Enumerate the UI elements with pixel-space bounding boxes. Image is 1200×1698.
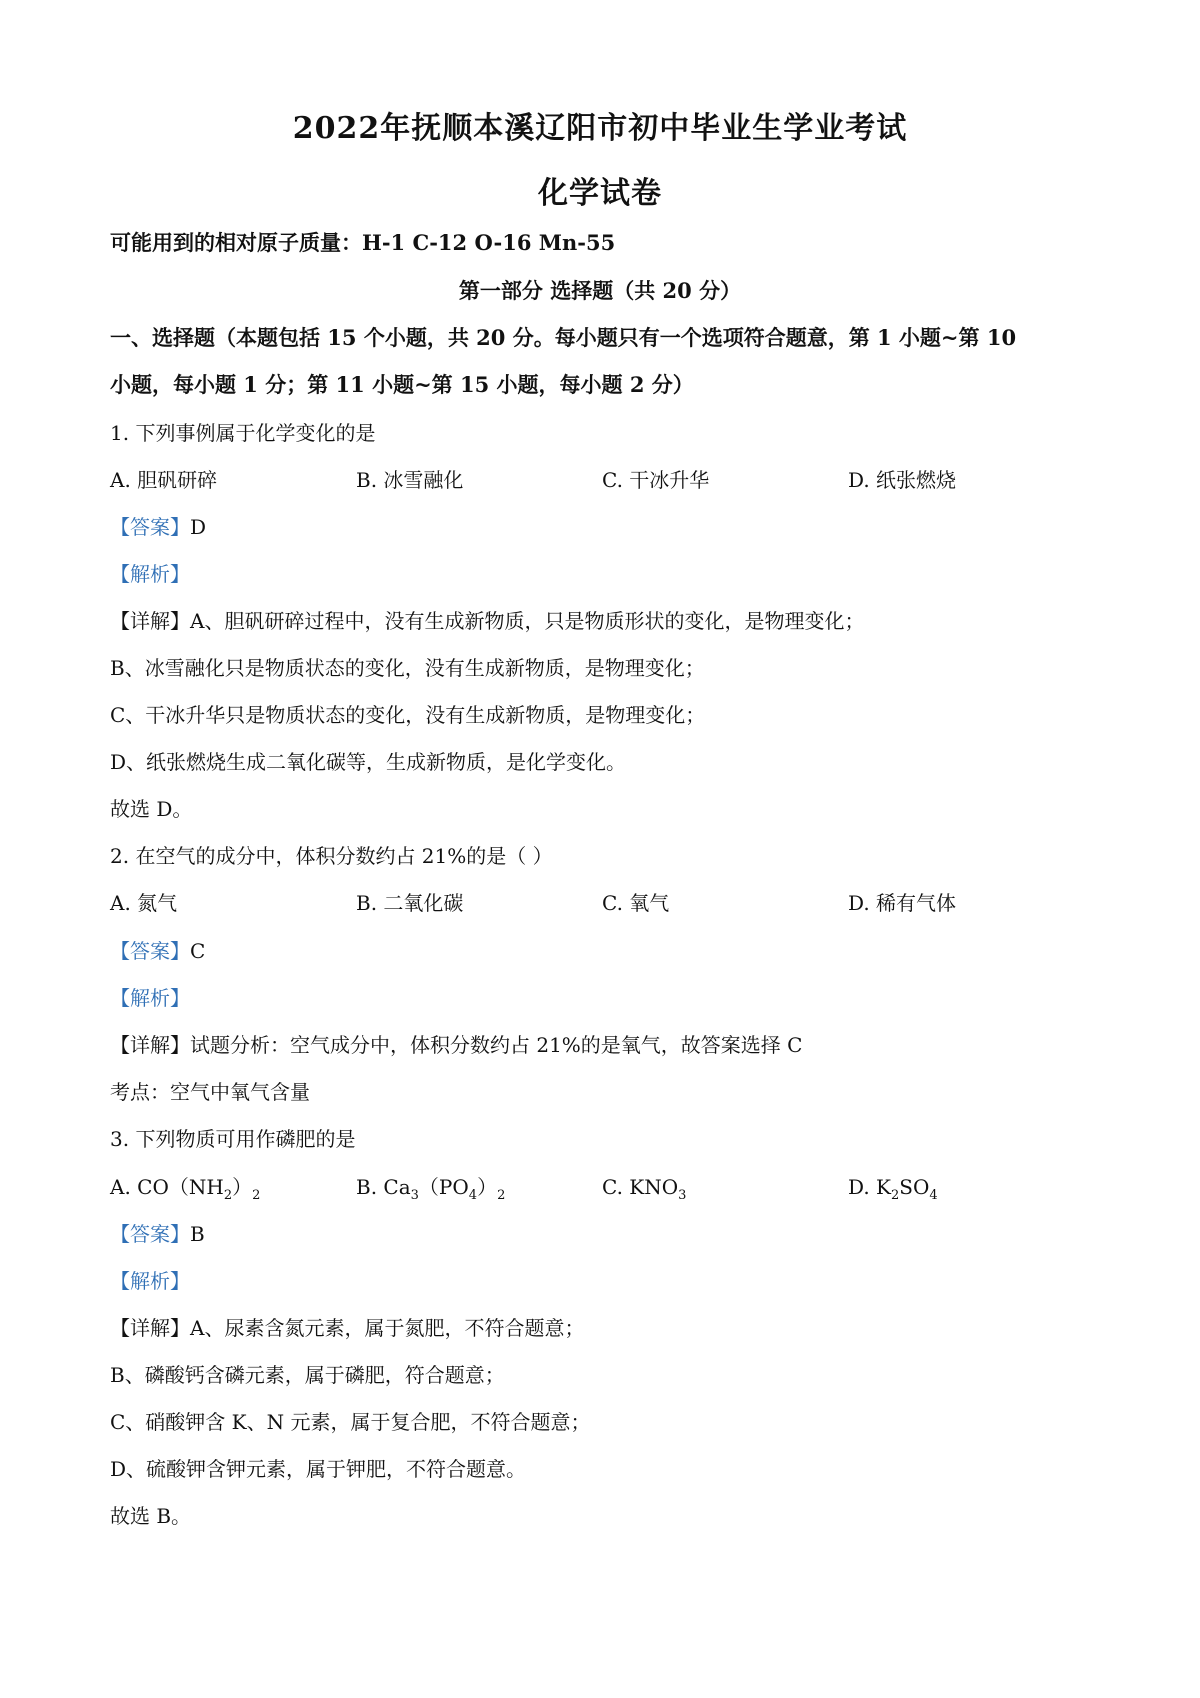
q3-option-a: A. $CO(NH_2)_2$: [110, 1175, 261, 1203]
detail-label: 【详解】: [110, 609, 190, 633]
q3-conclusion: 故选 B。: [110, 1504, 192, 1528]
q1-conclusion: 故选 D。: [110, 797, 193, 821]
q2-option-d: D. 稀有气体: [848, 891, 957, 915]
q3-option-b: B. $Ca_3(PO_4)_2$: [356, 1175, 506, 1203]
q1-detail: [110, 607, 864, 635]
q2-option-a: A. 氮气: [110, 891, 178, 915]
q1-detail-line: C、干冰升华只是物质状态的变化，没有生成新物质，是物理变化；: [110, 703, 706, 727]
q3-analysis-label: 【解析】: [110, 1269, 190, 1293]
q1-answer: [110, 513, 206, 541]
q1-analysis-label: 【解析】: [110, 562, 190, 586]
q3-detail: [110, 1314, 584, 1342]
q3-answer: [110, 1220, 205, 1248]
q3-answer-value: B: [190, 1222, 205, 1246]
q1-option-c: C. 干冰升华: [602, 468, 710, 492]
q1-option-b: B. 冰雪融化: [356, 468, 464, 492]
q2-option-c: C. 氧气: [602, 891, 670, 915]
answer-label: 【答案】: [110, 1222, 190, 1246]
q2-stem: 2. 在空气的成分中，体积分数约占 21%的是（ ）: [110, 844, 553, 868]
q2-detail: [110, 1031, 802, 1059]
q2-detail-text: 试题分析：空气成分中，体积分数约占 21%的是氧气，故答案选择 C: [190, 1033, 803, 1057]
q1-detail-line: B、冰雪融化只是物质状态的变化，没有生成新物质，是物理变化；: [110, 656, 705, 680]
answer-label: 【答案】: [110, 515, 190, 539]
q1-option-a: A. 胆矾研碎: [110, 468, 218, 492]
q2-analysis-label: 【解析】: [110, 986, 190, 1010]
q3-detail-line: C、硝酸钾含 K、N 元素，属于复合肥，不符合题意；: [110, 1410, 591, 1434]
q3-detail-line: B、磷酸钙含磷元素，属于磷肥，符合题意；: [110, 1363, 505, 1387]
q2-answer: [110, 937, 205, 965]
q1-answer-value: D: [190, 515, 207, 539]
q3-detail-text: A、尿素含氮元素，属于氮肥，不符合题意；: [190, 1316, 585, 1340]
detail-label: 【详解】: [110, 1316, 190, 1340]
q1-detail-line: D、纸张燃烧生成二氧化碳等，生成新物质，是化学变化。: [110, 750, 627, 774]
q3-stem: 3. 下列物质可用作磷肥的是: [110, 1127, 356, 1151]
q3-option-d: D. $K_2SO_4$: [848, 1175, 938, 1203]
q2-knowledge-point: 考点：空气中氧气含量: [110, 1080, 310, 1104]
answer-label: 【答案】: [110, 939, 190, 963]
section-instruction-line2: 小题，每小题 1 分；第 11 小题~第 15 小题，每小题 2 分）: [110, 372, 694, 397]
q3-option-c: C. $KNO_3$: [602, 1175, 687, 1203]
q1-detail-text: A、胆矾研碎过程中，没有生成新物质，只是物质形状的变化，是物理变化；: [190, 609, 865, 633]
detail-label: 【详解】: [110, 1033, 190, 1057]
q3-detail-line: D、硫酸钾含钾元素，属于钾肥，不符合题意。: [110, 1457, 527, 1481]
part-title: 第一部分 选择题（共 20 分）: [458, 278, 742, 303]
exam-subtitle: 化学试卷: [538, 176, 662, 211]
section-instruction-line1: 一、选择题（本题包括 15 个小题，共 20 分。每小题只有一个选项符合题意，第 1 小题~第 10: [110, 325, 1017, 350]
atomic-masses-note: 可能用到的相对原子质量：H-1 C-12 O-16 Mn-55: [110, 230, 616, 255]
q1-option-d: D. 纸张燃烧: [848, 468, 957, 492]
q2-answer-value: C: [190, 939, 206, 963]
q1-stem: 1. 下列事例属于化学变化的是: [110, 421, 376, 445]
q2-option-b: B. 二氧化碳: [356, 891, 464, 915]
exam-title: 2022年抚顺本溪辽阳市初中毕业生学业考试: [292, 111, 908, 146]
